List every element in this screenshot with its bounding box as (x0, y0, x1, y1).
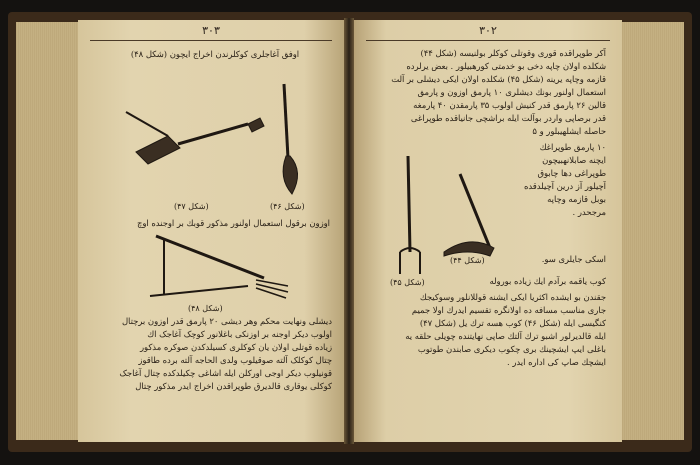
open-book (8, 8, 692, 454)
body-line: چتال کوکلک آلته صوقیلوب ولدی الحاجه آلته برده طاقوز (138, 355, 332, 365)
body-line: ایشچك صاپ کی اداره ایدر . (507, 357, 606, 367)
figure-44-caption: (شکل ۴۴) (450, 256, 485, 265)
page-number: ۳۰۲ (479, 24, 497, 37)
body-line: اولوب دیکر اوجنه بر اوزنکی باغلانور کوچک آغاجک اك (147, 329, 332, 339)
hoe-figure (283, 84, 297, 194)
fork-hoe-figure (400, 156, 420, 274)
figure-heading: اوفق آغاجلری کوکلرندن اخراج ایچون (شکل ۴۸) (130, 49, 300, 59)
body-line: جاری مناسب مسافه ده اولانگره تقسیم ایدرك اولا جمیم (411, 305, 606, 315)
body-line: کوب یاقمه برآدم ایك زیاده بوروله (489, 276, 606, 286)
body-line: آکر طوپراقده قوری وقوتلی کوکلر بولنیسه (شکل ۴۴) (420, 48, 606, 58)
body-line: استعمال اولنور بونك دیشلری ۱۰ پارمق اوزون و پارمق (417, 87, 606, 97)
book-gutter (344, 18, 354, 444)
right-page (354, 20, 622, 442)
header-rule (366, 40, 610, 41)
body-line: شکلده اولان چاپه دخی بو خدمتی کورهبیلور . بعض یرلرده (406, 61, 606, 71)
body-line: کوکلی یوقاری قالدیرق طوپراقدن اخراج ایدر مذکور چتال (135, 381, 332, 391)
page-number: ۳۰۳ (202, 24, 220, 37)
body-line: قونیلوب دیکر اوجی اورکلن ایله اشاغی چکیلدکده چتال آغاجک (119, 368, 332, 378)
side-line: طوپراغی دها چابوق (537, 168, 606, 178)
spade-figure (126, 112, 264, 164)
body-line: زیاده قوتلی اولان یان کوکلری کسیلدکدن صوکره مذکور (139, 342, 332, 352)
body-line: قازمه وچاپه یرینه (شکل ۴۵) شکلده اولان ایکی دیشلی بر آلت (391, 74, 606, 84)
tool-illustrations (364, 148, 524, 288)
side-line: ۱۰ پارمق طوپراغك (539, 142, 606, 152)
tool-illustrations (78, 60, 344, 260)
figure-45-caption: (شکل ۴۵) (390, 278, 425, 287)
header-rule (90, 40, 332, 41)
left-page (78, 20, 344, 442)
body-line: کنگیسی ایله (شکل ۴۶) کوب هسه ترك یل (شکل ۴۷) (419, 318, 606, 328)
side-line: بوبل قازمه وچاپه (547, 194, 606, 204)
body-line: قدر برصاپی واردر بوآلت ایله براشچی جانیاقده طوپراغی (410, 113, 606, 123)
figure-47-caption: (شکل ۴۷) (174, 202, 209, 211)
side-line: اسکی جایلری سو. (541, 254, 606, 264)
side-line: ایچنه صابلانهبیچون (542, 155, 606, 165)
right-page-stack (622, 22, 684, 440)
lever-fork-figure (150, 236, 288, 298)
figure-48-caption: (شکل ۴۸) (188, 304, 223, 313)
middle-line: اوزون برقول استعمال اولنور مذکور قوبك بر اوجنده اوچ (136, 218, 330, 228)
body-line: ایله قالدیرلور اشبو ترك آلتك صاپی نهایتنده چویلی حلقه یه (405, 331, 606, 341)
body-line: قالین ۲۶ پارمق قدر کنیش اولوب ۳۵ پارمقدن ۴۰ پارمغه (413, 100, 606, 110)
side-line: مرجحدر . (572, 207, 606, 217)
body-line: باغلی ایپ ایشچینك بری چکوب دیکری صابندن طوتوب (417, 344, 606, 354)
body-line: دیشلی ونهایت محکم وهر دیشی ۲۰ پارمق قدر اوزون برچتال (121, 316, 332, 326)
body-line: جقندن بو ایشده اکثریا ایکی ایشنه قوللانلور وسوکیجك (419, 292, 606, 302)
pick-hoe-figure (444, 174, 494, 256)
side-line: آچیلور آز درین آچیلدقده (524, 181, 606, 191)
body-line: حاصله ایشلهیبلور و ۵ (532, 126, 606, 136)
left-page-stack (16, 22, 78, 440)
figure-46-caption: (شکل ۴۶) (270, 202, 305, 211)
